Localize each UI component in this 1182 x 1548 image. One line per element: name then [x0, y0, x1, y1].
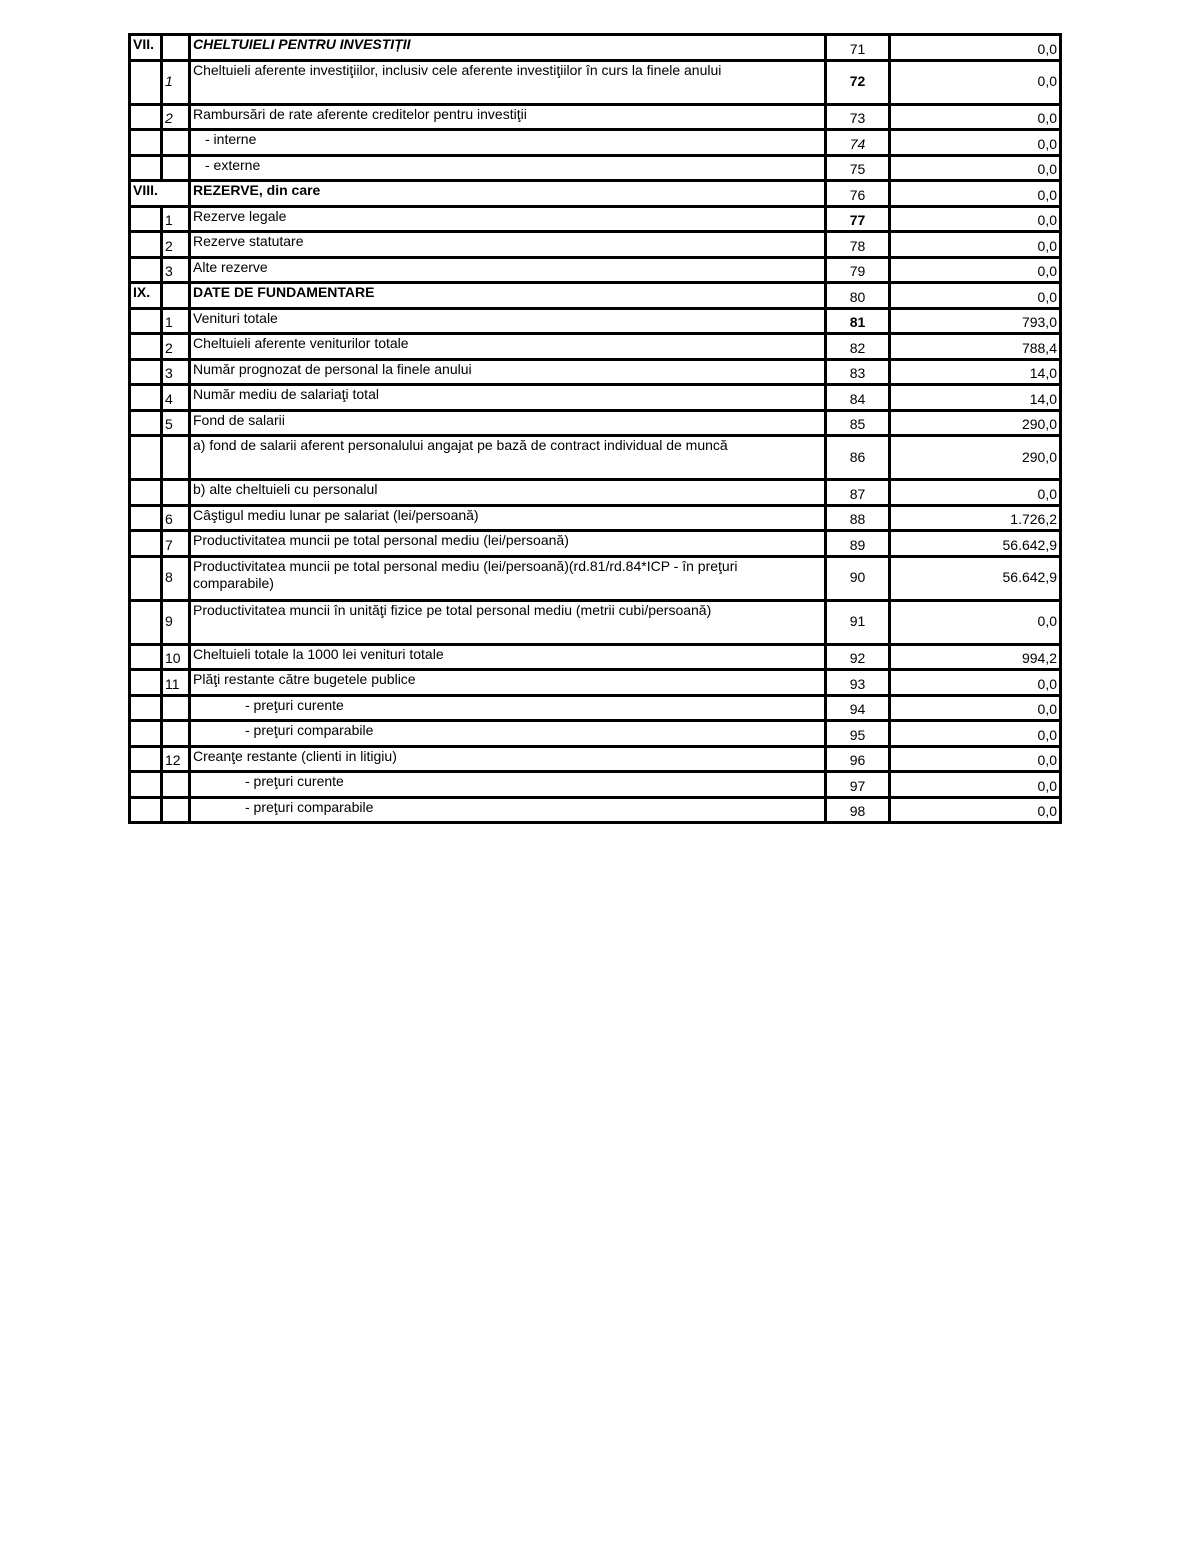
value-cell: 14,0 [890, 385, 1061, 411]
table-row [130, 385, 1061, 411]
value-cell: 14,0 [890, 359, 1061, 385]
value-cell: 0,0 [890, 35, 1061, 61]
index-cell: 8 [162, 556, 190, 600]
table-row [130, 206, 1061, 232]
row-code-cell: 76 [826, 181, 890, 207]
section-cell [130, 695, 162, 721]
index-cell: 2 [162, 104, 190, 130]
description-cell: - preţuri curente [190, 695, 826, 721]
description-cell: Rezerve statutare [190, 232, 826, 258]
section-cell [130, 644, 162, 670]
index-cell: 2 [162, 334, 190, 360]
index-cell: 3 [162, 359, 190, 385]
table-row [130, 410, 1061, 436]
row-code-cell: 96 [826, 746, 890, 772]
table-row [130, 480, 1061, 506]
value-cell: 793,0 [890, 308, 1061, 334]
description-cell: b) alte cheltuieli cu personalul [190, 480, 826, 506]
description-cell: - preţuri comparabile [190, 797, 826, 823]
section-cell [130, 721, 162, 747]
value-cell: 788,4 [890, 334, 1061, 360]
section-cell [130, 410, 162, 436]
value-cell: 0,0 [890, 746, 1061, 772]
table-row [130, 181, 1061, 207]
section-cell [130, 772, 162, 798]
row-code-cell: 78 [826, 232, 890, 258]
index-cell [162, 283, 190, 309]
table-row [130, 104, 1061, 130]
table-row [130, 283, 1061, 309]
row-code-cell: 85 [826, 410, 890, 436]
index-cell [162, 721, 190, 747]
description-cell: Cheltuieli totale la 1000 lei venituri totale [190, 644, 826, 670]
index-cell: 4 [162, 385, 190, 411]
section-cell [130, 359, 162, 385]
section-cell [130, 797, 162, 823]
table-row [130, 556, 1061, 600]
value-cell: 56.642,9 [890, 531, 1061, 557]
table-row [130, 155, 1061, 181]
index-cell: 2 [162, 232, 190, 258]
value-cell: 0,0 [890, 283, 1061, 309]
value-cell: 0,0 [890, 206, 1061, 232]
description-cell: Câştigul mediu lunar pe salariat (lei/persoană) [190, 505, 826, 531]
description-cell: Fond de salarii [190, 410, 826, 436]
section-cell [130, 308, 162, 334]
row-code-cell: 87 [826, 480, 890, 506]
row-code-cell: 93 [826, 670, 890, 696]
index-cell [162, 130, 190, 156]
section-cell [130, 104, 162, 130]
row-code-cell: 94 [826, 695, 890, 721]
table-row [130, 721, 1061, 747]
value-cell: 0,0 [890, 155, 1061, 181]
value-cell: 0,0 [890, 695, 1061, 721]
value-cell: 0,0 [890, 130, 1061, 156]
row-code-cell: 77 [826, 206, 890, 232]
description-cell: - interne [190, 130, 826, 156]
section-cell [130, 600, 162, 644]
description-cell: - externe [190, 155, 826, 181]
section-cell: IX. [130, 283, 162, 309]
table-row [130, 308, 1061, 334]
row-code-cell: 80 [826, 283, 890, 309]
section-cell: VIII. [130, 181, 190, 207]
table-row [130, 436, 1061, 480]
table-row [130, 257, 1061, 283]
index-cell: 12 [162, 746, 190, 772]
row-code-cell: 98 [826, 797, 890, 823]
row-code-cell: 90 [826, 556, 890, 600]
description-cell: Creanţe restante (clienti in litigiu) [190, 746, 826, 772]
index-cell: 9 [162, 600, 190, 644]
table-row [130, 60, 1061, 104]
row-code-cell: 83 [826, 359, 890, 385]
section-cell [130, 257, 162, 283]
table-row [130, 232, 1061, 258]
table-row [130, 600, 1061, 644]
value-cell: 0,0 [890, 772, 1061, 798]
description-cell: Productivitatea muncii în unităţi fizice pe total personal mediu (metrii cubi/persoană) [190, 600, 826, 644]
description-cell: Venituri totale [190, 308, 826, 334]
description-cell: Plăţi restante către bugetele publice [190, 670, 826, 696]
index-cell [162, 35, 190, 61]
value-cell: 290,0 [890, 410, 1061, 436]
section-cell [130, 60, 162, 104]
table-body [130, 35, 1061, 823]
row-code-cell: 92 [826, 644, 890, 670]
row-code-cell: 89 [826, 531, 890, 557]
index-cell: 1 [162, 308, 190, 334]
description-cell: Alte rezerve [190, 257, 826, 283]
value-cell: 0,0 [890, 60, 1061, 104]
description-cell: a) fond de salarii aferent personalului angajat pe bază de contract individual de muncă [190, 436, 826, 480]
section-cell [130, 232, 162, 258]
row-code-cell: 84 [826, 385, 890, 411]
table-row [130, 130, 1061, 156]
row-code-cell: 74 [826, 130, 890, 156]
table-row [130, 35, 1061, 61]
index-cell: 10 [162, 644, 190, 670]
description-cell: Productivitatea muncii pe total personal mediu (lei/persoană)(rd.81/rd.84*ICP - în preţuri comparabile) [190, 556, 826, 600]
row-code-cell: 97 [826, 772, 890, 798]
index-cell [162, 436, 190, 480]
index-cell [162, 480, 190, 506]
value-cell: 0,0 [890, 257, 1061, 283]
index-cell [162, 797, 190, 823]
value-cell: 1.726,2 [890, 505, 1061, 531]
value-cell: 0,0 [890, 232, 1061, 258]
section-cell [130, 385, 162, 411]
description-cell: - preţuri curente [190, 772, 826, 798]
index-cell: 11 [162, 670, 190, 696]
description-cell: Număr mediu de salariaţi total [190, 385, 826, 411]
table-row [130, 695, 1061, 721]
value-cell: 0,0 [890, 600, 1061, 644]
table-row [130, 746, 1061, 772]
index-cell [162, 155, 190, 181]
description-cell: - preţuri comparabile [190, 721, 826, 747]
index-cell: 3 [162, 257, 190, 283]
table-row [130, 505, 1061, 531]
value-cell: 0,0 [890, 181, 1061, 207]
table-row [130, 644, 1061, 670]
index-cell: 1 [162, 60, 190, 104]
index-cell: 7 [162, 531, 190, 557]
description-cell: REZERVE, din care [190, 181, 826, 207]
description-cell: Cheltuieli aferente veniturilor totale [190, 334, 826, 360]
section-cell [130, 556, 162, 600]
budget-table [128, 33, 1062, 824]
table-row [130, 670, 1061, 696]
description-cell: Rambursări de rate aferente creditelor pentru investiţii [190, 104, 826, 130]
index-cell [162, 695, 190, 721]
table-row [130, 334, 1061, 360]
description-cell: CHELTUIELI PENTRU INVESTIȚII [190, 35, 826, 61]
description-cell: DATE DE FUNDAMENTARE [190, 283, 826, 309]
section-cell [130, 531, 162, 557]
row-code-cell: 91 [826, 600, 890, 644]
section-cell [130, 746, 162, 772]
section-cell [130, 334, 162, 360]
row-code-cell: 82 [826, 334, 890, 360]
value-cell: 994,2 [890, 644, 1061, 670]
row-code-cell: 71 [826, 35, 890, 61]
row-code-cell: 88 [826, 505, 890, 531]
section-cell [130, 670, 162, 696]
section-cell: VII. [130, 35, 162, 61]
row-code-cell: 95 [826, 721, 890, 747]
index-cell: 5 [162, 410, 190, 436]
table-row [130, 772, 1061, 798]
description-cell: Rezerve legale [190, 206, 826, 232]
value-cell: 0,0 [890, 721, 1061, 747]
value-cell: 56.642,9 [890, 556, 1061, 600]
row-code-cell: 72 [826, 60, 890, 104]
section-cell [130, 436, 162, 480]
section-cell [130, 155, 162, 181]
section-cell [130, 206, 162, 232]
row-code-cell: 86 [826, 436, 890, 480]
index-cell: 6 [162, 505, 190, 531]
table-row [130, 797, 1061, 823]
row-code-cell: 79 [826, 257, 890, 283]
index-cell [162, 772, 190, 798]
row-code-cell: 81 [826, 308, 890, 334]
section-cell [130, 480, 162, 506]
description-cell: Număr prognozat de personal la finele anului [190, 359, 826, 385]
description-cell: Productivitatea muncii pe total personal mediu (lei/persoană) [190, 531, 826, 557]
value-cell: 0,0 [890, 797, 1061, 823]
index-cell: 1 [162, 206, 190, 232]
section-cell [130, 130, 162, 156]
row-code-cell: 75 [826, 155, 890, 181]
value-cell: 0,0 [890, 104, 1061, 130]
section-cell [130, 505, 162, 531]
row-code-cell: 73 [826, 104, 890, 130]
value-cell: 0,0 [890, 670, 1061, 696]
table-row [130, 359, 1061, 385]
table-row [130, 531, 1061, 557]
value-cell: 0,0 [890, 480, 1061, 506]
description-cell: Cheltuieli aferente investiţiilor, inclusiv cele aferente investiţiilor în curs la finele anului [190, 60, 826, 104]
value-cell: 290,0 [890, 436, 1061, 480]
